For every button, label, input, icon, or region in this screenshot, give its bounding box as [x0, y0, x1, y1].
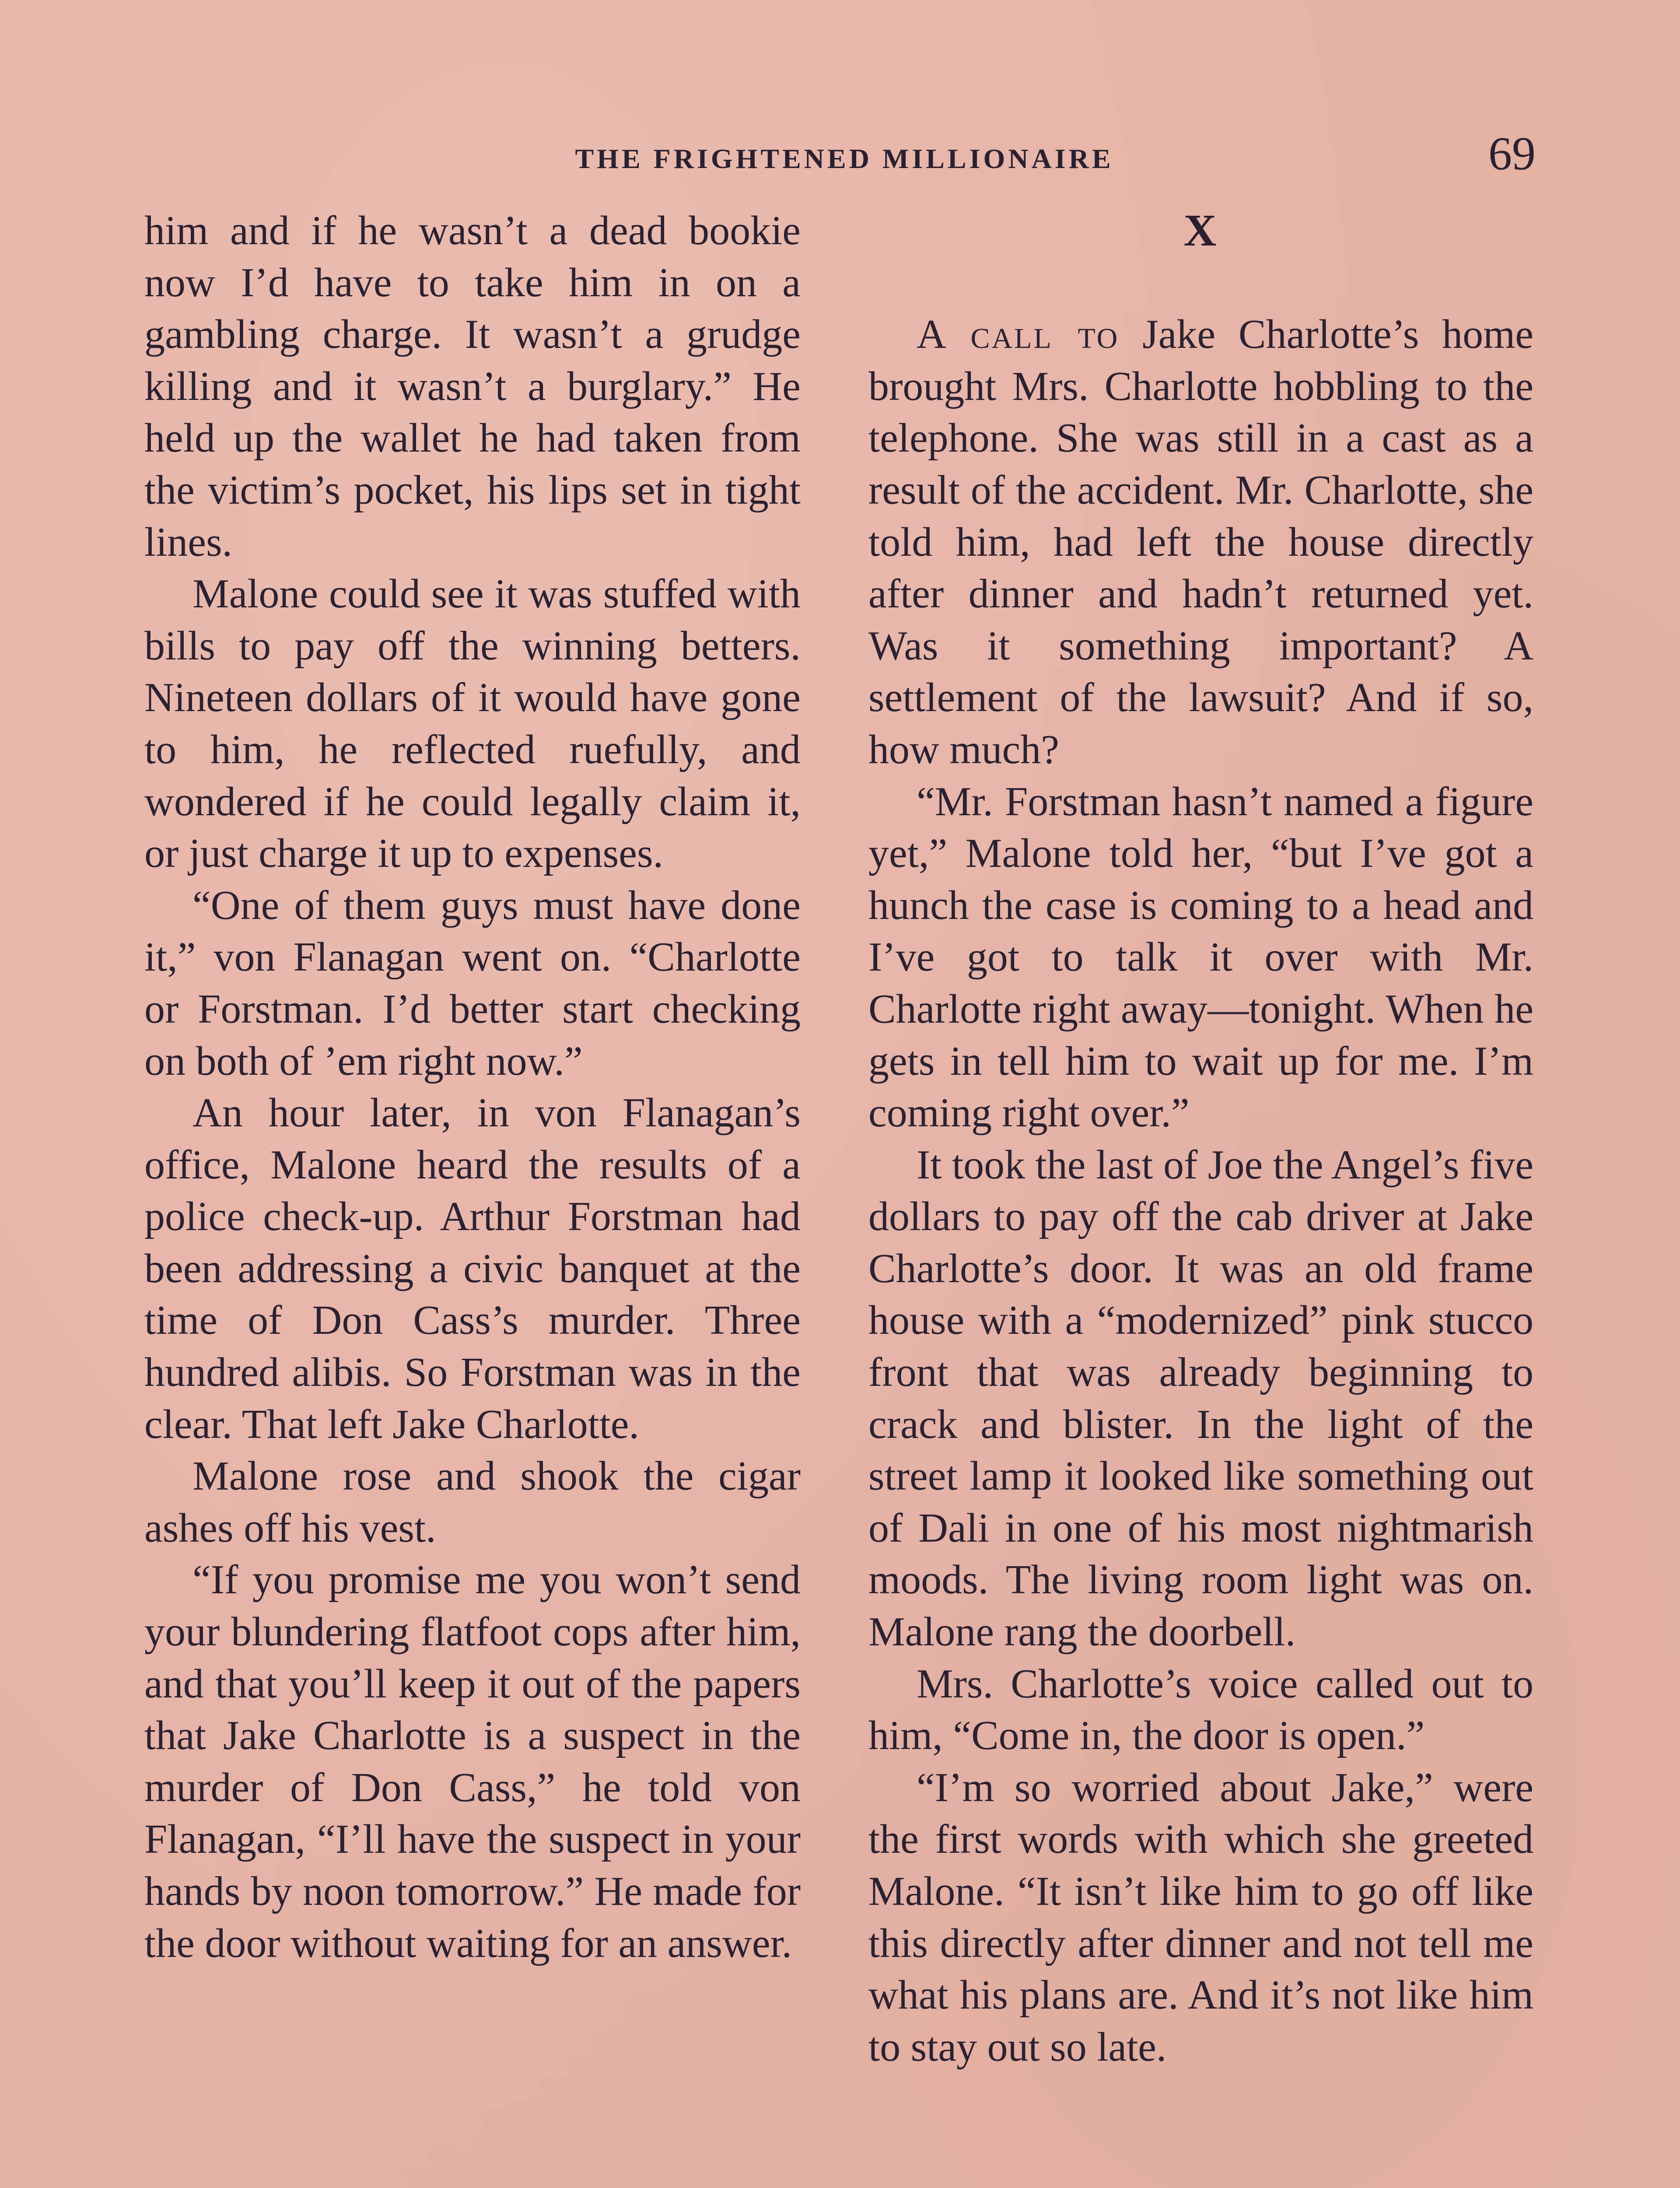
opening-text: Jake Charlotte’s home brought Mrs. Charlotte hobbling to the telephone. She was still in a cast as a result of the accident. Mr. Charlotte, she told him, had left the house directly after dinner and hadn’t returned yet. Was it something important? A settlement of the lawsuit? And if so, how much?	[868, 312, 1533, 772]
page-number: 69	[1488, 128, 1536, 180]
paragraph: An hour later, in von Flanagan’s office, Malone heard the results of a police check-up. Arthur Forstman had been addressing a civic banquet at the time of Don Cass’s murder. Three hundred alibis. So Forstman was in the clear. That left Jake Charlotte.	[144, 1090, 801, 1447]
chapter-heading: X	[1183, 205, 1218, 256]
paragraph: Malone could see it was stuffed with bills to pay off the winning betters. Nineteen dollars of it would have gone to him, he reflected ruefully, and wondered if he could legally claim it, or just charge it up to expenses.	[144, 571, 801, 877]
opening-smallcaps: A call to	[917, 312, 1120, 358]
paragraph: Mrs. Charlotte’s voice called out to him, “Come in, the door is open.”	[868, 1661, 1533, 1759]
left-column	[144, 205, 801, 1969]
right-column	[868, 205, 1533, 2073]
paragraph: “One of them guys must have done it,” von Flanagan went on. “Charlotte or Forstman. I’d better start checking on both of ’em right now.”	[144, 882, 801, 1084]
paragraph: It took the last of Joe the Angel’s five dollars to pay off the cab driver at Jake Charlotte’s door. It was an old frame house with a “modernized” pink stucco front that was already beginning to crack and blister. In the light of the street lamp it looked like something out of Dali in one of his most nightmarish moods. The living room light was on. Malone rang the doorbell.	[868, 1142, 1533, 1655]
paragraph: him and if he wasn’t a dead bookie now I’d have to take him in on a gambling charge. It wasn’t a grudge killing and it wasn’t a burglary.” He held up the wallet he had taken from the victim’s pocket, his lips set in tight lines.	[144, 208, 801, 565]
chapter-opening-paragraph	[868, 309, 1533, 775]
paragraph: “Mr. Forstman hasn’t named a figure yet,” Malone told her, “but I’ve got a hunch the case is coming to a head and I’ve got to talk it over with Mr. Charlotte right away—tonight. When he gets in tell him to wait up for me. I’m coming right over.”	[868, 778, 1533, 1136]
paragraph: Malone rose and shook the cigar ashes off his vest.	[144, 1453, 801, 1551]
paragraph: “I’m so worried about Jake,” were the first words with which she greeted Malone. “It isn’t like him to go off like this directly after dinner and not tell me what his plans are. And it’s not like him to stay out so late.	[868, 1764, 1533, 2070]
paragraph: “If you promise me you won’t send your blundering flatfoot cops after him, and that you’ll keep it out of the papers that Jake Charlotte is a suspect in the murder of Don Cass,” he told von Flanagan, “I’ll have the suspect in your hands by noon tomorrow.” He made for the door without waiting for an answer.	[144, 1557, 801, 1966]
running-title: THE FRIGHTENED MILLIONAIRE	[575, 143, 1114, 174]
